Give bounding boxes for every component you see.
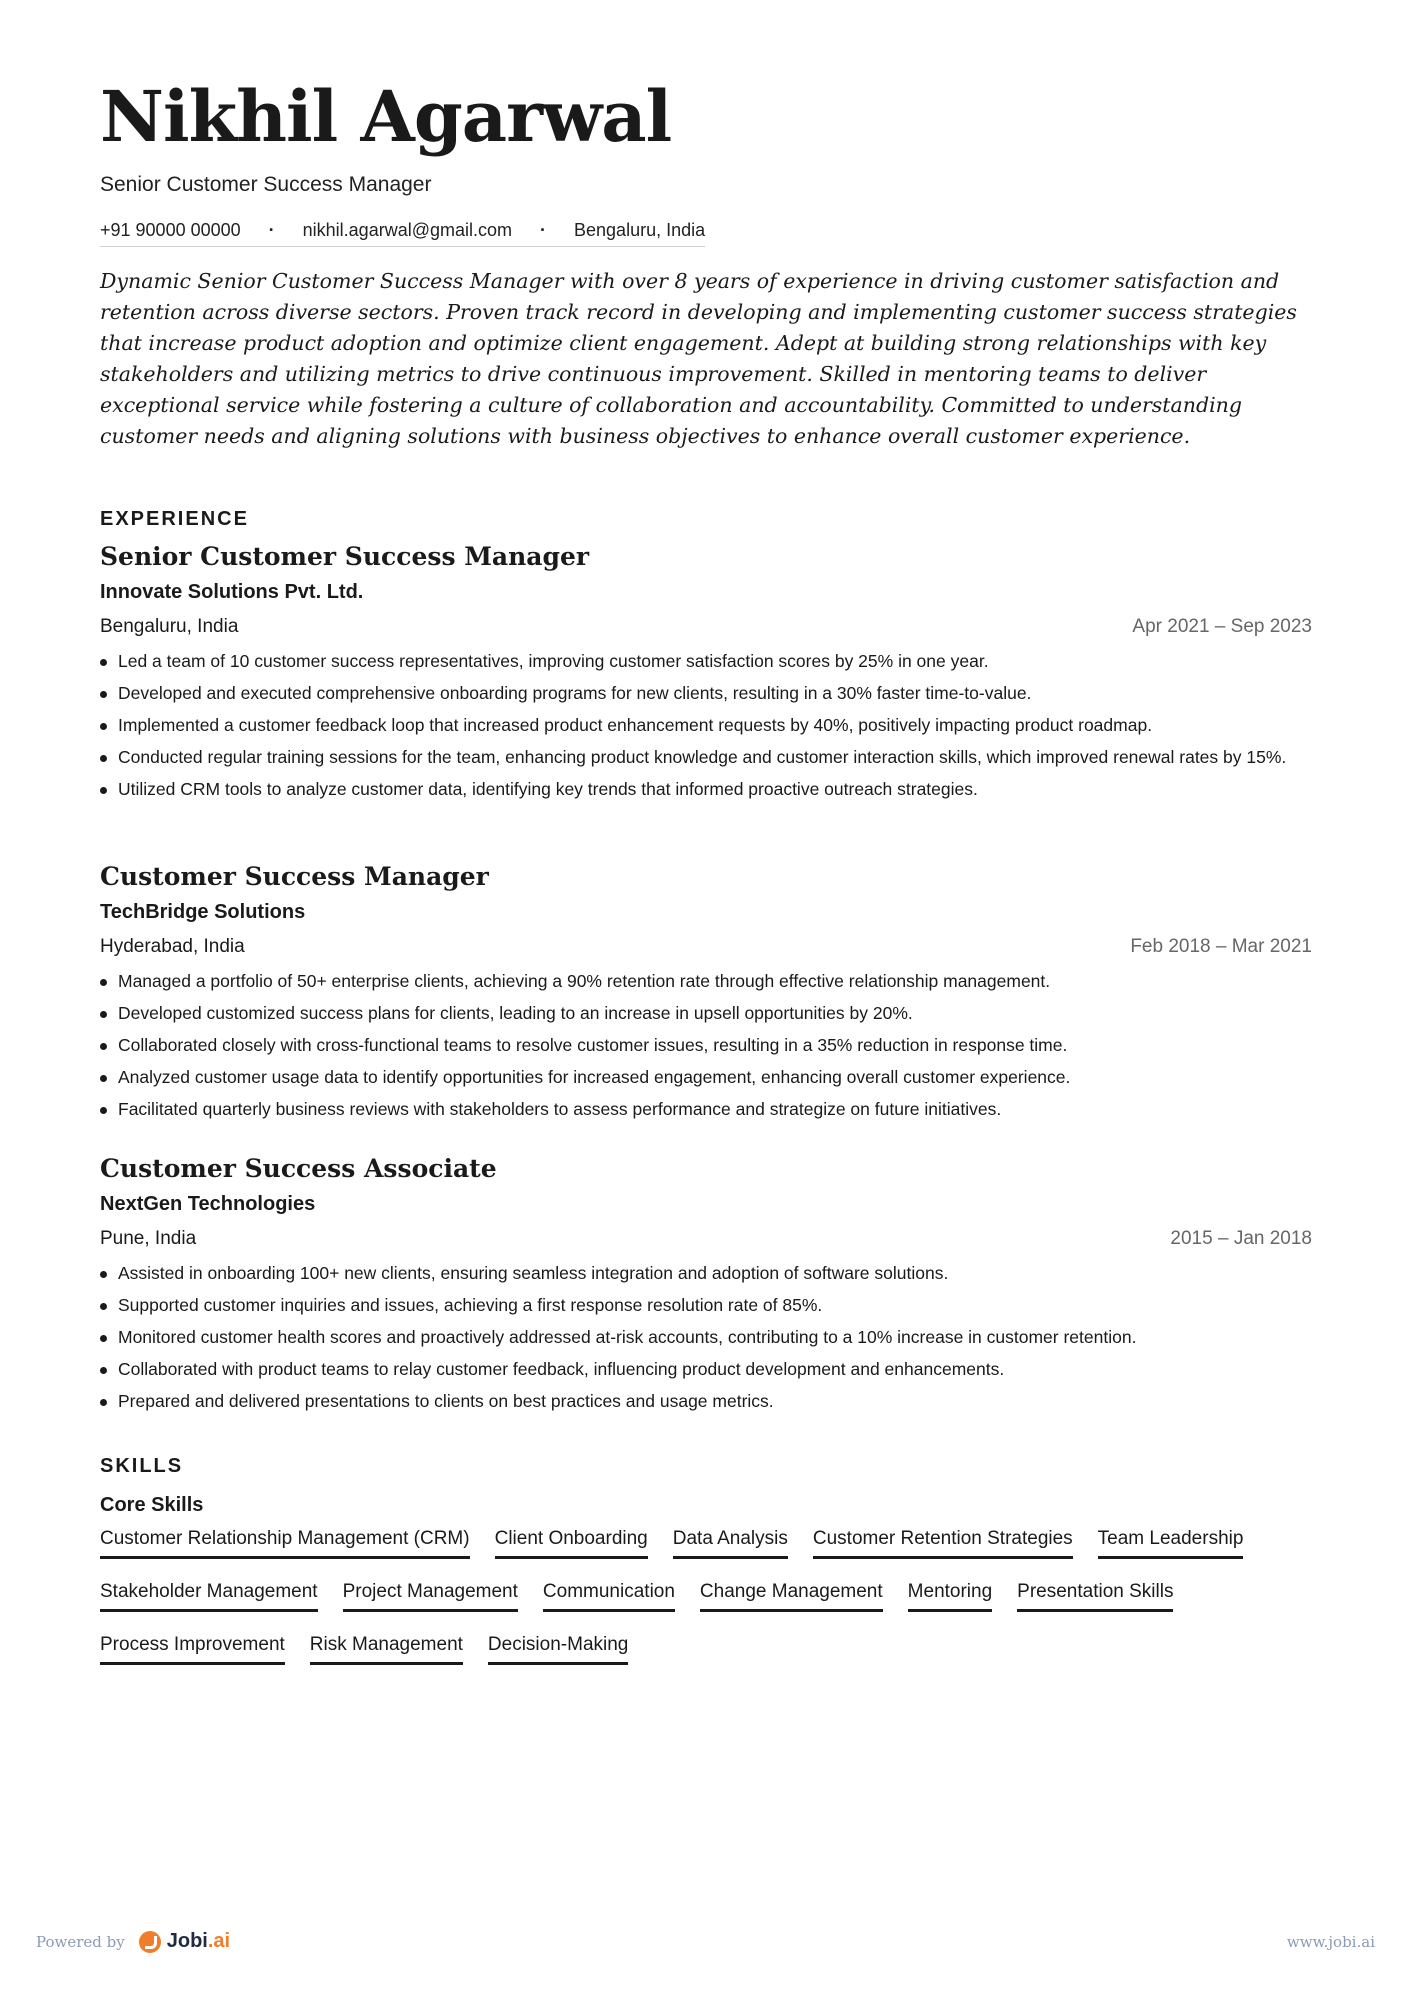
bullet-text: Developed customized success plans for clients, leading to an increase in upsell opportunities by 20%. xyxy=(118,1003,913,1023)
job-dates: Apr 2021 – Sep 2023 xyxy=(1132,616,1312,637)
skill-tag: Client Onboarding xyxy=(495,1526,648,1559)
bullet-text: Supported customer inquiries and issues, achieving a first response resolution rate of 85%. xyxy=(118,1295,823,1315)
bullet-item xyxy=(100,1388,1312,1414)
bullet-item xyxy=(100,1032,1312,1058)
bullet-text: Analyzed customer usage data to identify opportunities for increased engagement, enhancing overall customer experience. xyxy=(118,1067,1071,1087)
bullet-text: Collaborated closely with cross-functional teams to resolve customer issues, resulting in a 35% reduction in response time. xyxy=(118,1035,1068,1055)
skill-tag: Presentation Skills xyxy=(1017,1579,1173,1612)
bullet-dot xyxy=(100,691,107,698)
jobi-logo-icon xyxy=(139,1931,161,1953)
logo-main: Jobi xyxy=(166,1930,208,1952)
job-meta xyxy=(100,1227,1312,1251)
job-title: Customer Success Associate xyxy=(100,1154,497,1183)
jobi-logo-text xyxy=(167,1930,230,1953)
skill-tag: Customer Relationship Management (CRM) xyxy=(100,1526,470,1559)
skills-subheading: Core Skills xyxy=(100,1494,204,1516)
bullet-text: Facilitated quarterly business reviews with stakeholders to assess performance and strategize on future initiatives. xyxy=(118,1099,1002,1119)
separator: · xyxy=(540,220,547,240)
skill-tag: Change Management xyxy=(700,1579,883,1612)
job-entry xyxy=(100,861,1312,1128)
bullet-text: Led a team of 10 customer success representatives, improving customer satisfaction scores by 25% in one year. xyxy=(118,651,989,671)
footer xyxy=(36,1930,1375,1953)
bullet-dot xyxy=(100,1399,107,1406)
job-location: Bengaluru, India xyxy=(100,616,239,637)
job-dates: Feb 2018 – Mar 2021 xyxy=(1130,936,1312,957)
candidate-name: Nikhil Agarwal xyxy=(100,75,672,158)
section-title-experience: EXPERIENCE xyxy=(100,508,249,530)
bullet-dot xyxy=(100,1011,107,1018)
bullet-dot xyxy=(100,1075,107,1082)
bullet-item xyxy=(100,1000,1312,1026)
job-meta xyxy=(100,935,1312,959)
company-name: TechBridge Solutions xyxy=(100,901,306,923)
skill-tag: Team Leadership xyxy=(1098,1526,1244,1559)
bullet-text: Assisted in onboarding 100+ new clients, ensuring seamless integration and adoption of software solutions. xyxy=(118,1263,949,1283)
bullet-text: Managed a portfolio of 50+ enterprise clients, achieving a 90% retention rate through effective relationship management. xyxy=(118,971,1051,991)
company-name: NextGen Technologies xyxy=(100,1193,316,1215)
bullet-item xyxy=(100,1064,1312,1090)
bullet-dot xyxy=(100,1043,107,1050)
skill-tag: Decision-Making xyxy=(488,1632,628,1665)
bullet-item xyxy=(100,968,1312,994)
bullet-dot xyxy=(100,979,107,986)
bullet-text: Developed and executed comprehensive onboarding programs for new clients, resulting in a 30% faster time-to-value. xyxy=(118,683,1032,703)
separator: · xyxy=(268,220,275,240)
bullet-item xyxy=(100,1096,1312,1122)
job-bullets xyxy=(100,648,1312,802)
skill-tag: Project Management xyxy=(343,1579,518,1612)
skill-tag: Risk Management xyxy=(310,1632,463,1665)
bullet-dot xyxy=(100,1367,107,1374)
job-title: Senior Customer Success Manager xyxy=(100,542,590,571)
bullet-text: Implemented a customer feedback loop that increased product enhancement requests by 40%, positively impacting product roadmap. xyxy=(118,715,1153,735)
job-meta xyxy=(100,615,1312,639)
skill-tag: Customer Retention Strategies xyxy=(813,1526,1073,1559)
skills-list xyxy=(100,1526,1312,1665)
job-bullets xyxy=(100,1260,1312,1414)
bullet-text: Utilized CRM tools to analyze customer data, identifying key trends that informed proactive outreach strategies. xyxy=(118,779,978,799)
job-entry xyxy=(100,541,1312,808)
skill-tag: Communication xyxy=(543,1579,675,1612)
bullet-item xyxy=(100,1292,1312,1318)
bullet-text: Conducted regular training sessions for the team, enhancing product knowledge and customer interaction skills, which improved renewal rates by 15%. xyxy=(118,747,1287,767)
bullet-text: Monitored customer health scores and proactively addressed at-risk accounts, contributing to a 10% increase in customer retention. xyxy=(118,1327,1137,1347)
job-title: Customer Success Manager xyxy=(100,862,489,891)
jobi-logo[interactable] xyxy=(139,1930,230,1953)
bullet-item xyxy=(100,1260,1312,1286)
location: Bengaluru, India xyxy=(574,220,706,240)
skill-tag: Process Improvement xyxy=(100,1632,285,1665)
bullet-dot xyxy=(100,659,107,666)
powered-by xyxy=(36,1930,230,1953)
job-entry xyxy=(100,1153,1312,1420)
bullet-item xyxy=(100,680,1312,706)
bullet-text: Prepared and delivered presentations to clients on best practices and usage metrics. xyxy=(118,1391,774,1411)
bullet-dot xyxy=(100,723,107,730)
bullet-item xyxy=(100,744,1312,770)
bullet-text: Collaborated with product teams to relay customer feedback, influencing product development and enhancements. xyxy=(118,1359,1005,1379)
job-dates: 2015 – Jan 2018 xyxy=(1170,1228,1312,1249)
bullet-dot xyxy=(100,787,107,794)
bullet-item xyxy=(100,1324,1312,1350)
bullet-item xyxy=(100,648,1312,674)
powered-by-label: Powered by xyxy=(36,1932,125,1951)
job-bullets xyxy=(100,968,1312,1122)
job-location: Hyderabad, India xyxy=(100,936,245,957)
bullet-item xyxy=(100,1356,1312,1382)
email[interactable]: nikhil.agarwal@gmail.com xyxy=(302,220,513,240)
candidate-role: Senior Customer Success Manager xyxy=(100,173,432,196)
site-link[interactable]: www.jobi.ai xyxy=(1286,1932,1375,1951)
bullet-dot xyxy=(100,1107,107,1114)
skill-tag: Stakeholder Management xyxy=(100,1579,318,1612)
bullet-dot xyxy=(100,755,107,762)
skill-tag: Mentoring xyxy=(908,1579,993,1612)
phone: +91 90000 00000 xyxy=(100,220,241,240)
section-title-skills: SKILLS xyxy=(100,1455,184,1477)
contact-row xyxy=(100,220,705,247)
summary: Dynamic Senior Customer Success Manager with over 8 years of experience in driving customer satisfaction and retention across diverse sectors. Proven track record in developing and implementing customer success strategies that increase product adoption and optimize client engagement. Adept at building strong relationships with key stakeholders and utilizing metrics to drive continuous improvement. Skilled in mentoring teams to deliver exceptional service while fostering a culture of collaboration and accountability. Committed to understanding customer needs and aligning solutions with business objectives to enhance overall customer experience. xyxy=(100,269,1297,448)
bullet-dot xyxy=(100,1271,107,1278)
bullet-item xyxy=(100,712,1312,738)
logo-suffix: .ai xyxy=(207,1930,231,1952)
company-name: Innovate Solutions Pvt. Ltd. xyxy=(100,581,364,603)
job-location: Pune, India xyxy=(100,1228,197,1249)
bullet-item xyxy=(100,776,1312,802)
bullet-dot xyxy=(100,1335,107,1342)
skill-tag: Data Analysis xyxy=(673,1526,788,1559)
bullet-dot xyxy=(100,1303,107,1310)
